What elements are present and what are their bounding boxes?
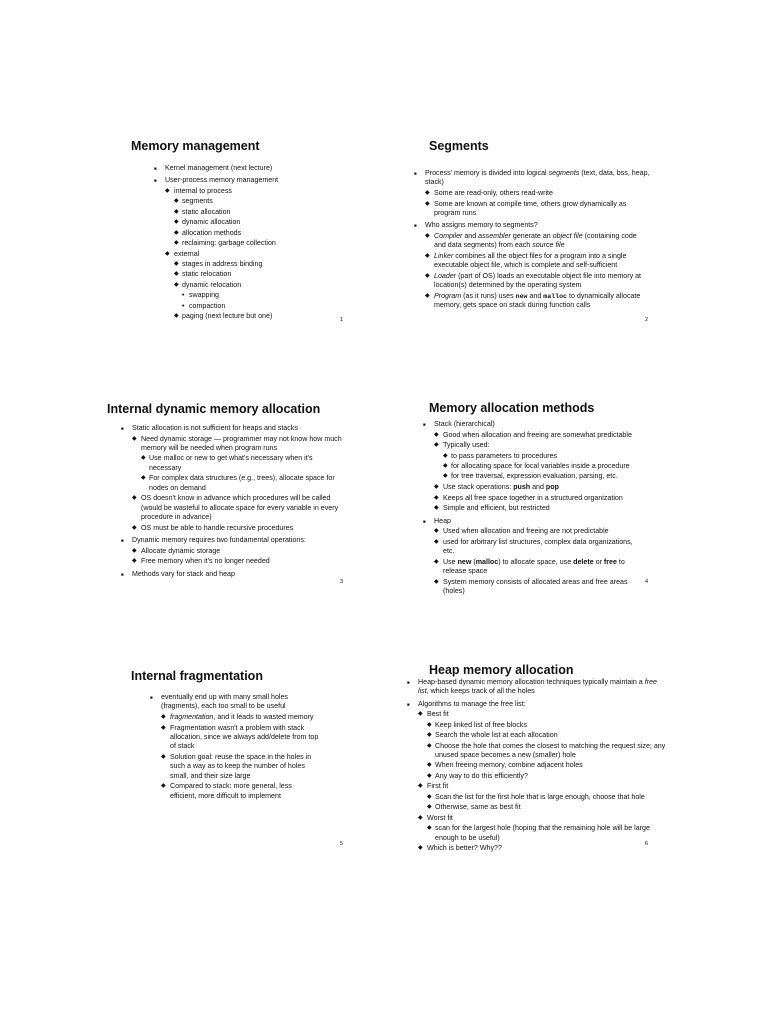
bullet-text: ◆ static relocation [182,270,232,279]
bullet-text: ◆ Otherwise, same as best fit [435,803,521,812]
bullet-text: ◆ System memory consists of allocated areas and free areas (holes) [443,577,628,596]
bullet-text-part: Heap-based dynamic memory allocation techniques typically maintain a [418,678,645,686]
bullet-item [423,420,645,429]
bullet-text: ◆ used for arbitrary list structures, complex data organizations, etc. [443,537,633,556]
bullet-text-part: Use stack operations: [443,483,514,491]
slide-body [154,161,364,321]
bullet-text: ■ Static allocation is not sufficient for heaps and stacks [132,424,298,432]
bullet-text: ■ eventually end up with many small holes (fragments), each too small to be useful [161,693,288,711]
bullet-item [174,239,364,248]
bullet-list [150,693,320,801]
bullet-item [154,176,364,185]
bullet-item [414,221,650,230]
bullet-text-part: and [530,483,546,491]
bullet-text: ◆ segments [182,197,213,206]
bullet-text: ◆ external [174,249,200,258]
bullet-text-part: pop [545,483,559,491]
bullet-text [418,678,667,697]
bullet-text: ◆ Good when allocation and freeing are somewhat predictable [443,430,632,439]
bullet-text: ◆ Typically used: [443,441,490,450]
bullet-text: ◆ Allocate dynamic storage [141,546,221,555]
bullet-item [121,570,346,579]
bullet-text [443,483,645,492]
slide-title: Segments [429,139,489,153]
bullet-text: ◆ OS must be able to handle recursive procedures [141,523,294,532]
bullet-text-part: Linker [434,252,454,260]
bullet-text: ◆ allocation methods [182,228,242,237]
bullet-text-part: (containing code and data segments) from each [434,232,637,250]
bullet-text-part: object file [552,232,583,240]
bullet-text: ◆ Keeps all free space together in a structured organization [443,493,623,502]
bullet-text: ■ Algorithms to manage the free list: [418,699,526,708]
bullet-list [414,169,650,311]
bullet-text-part: (as it runs) uses [461,292,516,300]
bullet-text: ◆ reclaiming: garbage collection [182,239,276,248]
bullet-text-part: to dynamically allocate memory, gets space on stack during function calls [434,292,641,310]
bullet-item [418,844,667,853]
bullet-item [165,250,364,259]
bullet-item [132,524,346,533]
bullet-text: ◆ Simple and efficient, but restricted [443,504,550,513]
bullet-text: ◆ scan for the largest hole (hoping that the remaining hole will be large enough to be useful) [435,824,650,842]
bullet-text: ◆ Any way to do this efficiently? [435,771,528,780]
bullet-item [174,218,364,227]
bullet-item [425,272,650,291]
bullet-text: ◆ paging (next lecture but one) [182,312,273,321]
bullet-item [434,527,645,536]
bullet-text: ◆ First fit [427,782,449,791]
bullet-item [418,814,667,823]
bullet-item [132,547,346,556]
bullet-item [443,452,645,461]
bullet-text-part: assembler [478,232,511,240]
bullet-text: ◆ Used when allocation and freeing are not predictable [443,527,609,536]
bullet-text-part: and [462,232,479,240]
bullet-text-part: new [457,557,472,566]
bullet-item [418,710,667,719]
bullet-text: ■ Heap [434,516,451,525]
bullet-text-part: ( [471,557,476,566]
bullet-item [407,700,667,709]
bullet-text: ◆ dynamic allocation [182,218,241,227]
bullet-text-part: ) to allocate space, use [498,557,574,566]
bullet-text-part: , which keeps track of all the holes [426,687,535,696]
bullet-text: ■ Dynamic memory requires two fundamental operations: [132,536,306,545]
bullet-text: ◆ Use malloc or new to get what's necessary when it's necessary [149,454,313,472]
bullet-item [174,312,364,321]
bullet-item [427,742,667,761]
bullet-text: ◆ for allocating space for local variables inside a procedure [451,462,630,470]
bullet-item [150,693,320,712]
bullet-text [434,252,650,271]
slide-title: Internal dynamic memory allocation [107,402,321,416]
bullet-text: ◆ internal to process [174,187,232,195]
bullet-text: ◆ Choose the hole that comes the closest to matching the request size; any unused space becomes a new (smaller) hole [435,741,666,760]
bullet-text-part: push [513,483,531,491]
bullet-text: • swapping [189,291,219,300]
bullet-text-part: Program [434,292,462,300]
bullet-text-part: new [515,293,528,300]
slide-title: Memory allocation methods [429,401,595,415]
bullet-item [174,260,364,269]
slide-internal-dynamic-memory-allocation [0,388,384,668]
bullet-item [427,803,667,812]
bullet-list [121,424,346,579]
bullet-item [174,281,364,290]
bullet-item [182,291,364,300]
slide-body [423,417,645,597]
bullet-item [161,713,320,722]
slide-title: Memory management [131,139,260,153]
bullet-item [165,187,364,196]
bullet-text: ◆ Compared to stack: more general, less efficient, more difficult to implement [170,782,292,800]
bullet-item [425,292,650,311]
bullet-text: ◆ Solution goal: reuse the space in the holes in such a way as to keep the number of holes small, and their size large [170,753,312,780]
bullet-text: ◆ Which is better? Why?? [427,844,502,853]
bullet-item [423,517,645,526]
bullet-item [427,772,667,781]
bullet-text: ■ Methods vary for stack and heap [132,569,235,578]
bullet-text: ◆ Best fit [427,710,449,719]
slide-memory-management [0,115,384,395]
bullet-text-part: fragmentation [170,713,214,721]
bullet-item [174,208,364,217]
bullet-item [182,302,364,311]
bullet-item [427,793,667,802]
bullet-text [425,169,650,188]
bullet-text-part: , and it leads to wasted memory [213,713,314,721]
bullet-item [434,441,645,450]
bullet-text: ◆ static allocation [182,207,231,216]
bullet-text: ◆ When freeing memory, combine adjacent holes [435,761,583,770]
bullet-text [443,558,645,577]
page-number: 5 [340,841,344,847]
bullet-item [161,782,320,801]
bullet-item [161,753,320,781]
bullet-text: ■ Who assigns memory to segments? [425,221,538,230]
bullet-text: ◆ Scan the list for the first hole that is large enough, choose that hole [435,792,645,801]
bullet-text [434,232,650,251]
bullet-text: ◆ Worst fit [427,813,453,822]
bullet-text-part: (text, data, bss, heap, stack) [425,169,650,187]
bullet-item [141,474,346,493]
slide-body [150,690,320,801]
slide-heap-memory-allocation [384,660,768,940]
bullet-item [174,270,364,279]
bullet-item [443,462,645,471]
bullet-text: ◆ Keep linked list of free blocks [435,720,527,729]
bullet-item [434,483,645,492]
bullet-item [434,504,645,513]
bullet-item [418,782,667,791]
bullet-text: ◆ For complex data structures (e.g., trees), allocate space for nodes on demand [149,474,335,492]
bullet-item [132,435,346,454]
bullet-item [407,678,667,697]
bullet-text-part: Loader [434,272,457,280]
bullet-text: ◆ OS doesn't know in advance which procedures will be called (would be wasteful to allocate space for every variable in every procedure in advance) [141,494,339,522]
slide-body [414,166,650,311]
bullet-text: ◆ Some are read-only, others read-write [434,189,553,197]
bullet-item [434,558,645,577]
bullet-text-part: free [603,557,617,566]
bullet-text-part: Process' memory is divided into logical [425,169,549,177]
slide-title: Internal fragmentation [131,669,263,683]
page-number: 2 [645,317,649,323]
bullet-text: ◆ stages in address binding [182,260,263,269]
bullet-item [427,721,667,730]
bullet-item [121,536,346,545]
bullet-list [407,678,667,854]
bullet-text-part: malloc [543,293,568,300]
bullet-item [174,197,364,206]
bullet-item [414,169,650,188]
slide-segments [384,115,768,395]
slide-internal-fragmentation [0,660,384,940]
bullet-text: ■ Stack (hierarchical) [434,420,495,428]
bullet-text-part: Compiler [434,232,463,240]
bullet-text: ◆ Some are known at compile time, others grow dynamically as program runs [434,199,627,217]
bullet-text-part: free list [418,678,657,696]
bullet-text-part: malloc [475,557,499,566]
bullet-item [427,824,667,843]
bullet-item [443,472,645,481]
bullet-item [427,761,667,770]
bullet-list [154,164,364,321]
bullet-text-part: segments [548,169,580,177]
bullet-item [174,229,364,238]
bullet-item [132,557,346,566]
bullet-text: ◆ to pass parameters to procedures [451,451,558,460]
bullet-list [423,420,645,597]
page-number: 6 [645,841,649,847]
bullet-text-part: source file [532,241,565,250]
bullet-item [425,252,650,271]
bullet-text: ◆ for tree traversal, expression evaluation, parsing, etc. [451,472,618,481]
bullet-text [434,292,650,311]
bullet-item [121,424,346,433]
page-number: 1 [340,317,344,323]
bullet-text-part: delete [573,557,594,566]
bullet-text-part: (part of OS) loads an executable object file into memory at location(s) determined by the operating system [434,272,642,290]
bullet-text: ◆ Need dynamic storage — programmer may not know how much memory will be needed when program runs [141,434,342,452]
page-number: 3 [340,579,344,585]
bullet-text [434,272,650,291]
bullet-item [425,189,650,198]
bullet-text [170,713,320,722]
bullet-text-part: combines all the object files for a program into a single executable object file, which is complete and self-sufficient [434,252,627,270]
slide-body [407,675,667,854]
slide-memory-allocation-methods [384,388,768,668]
bullet-text: ◆ Search the whole list at each allocation [435,731,558,740]
bullet-item [434,538,645,557]
bullet-text-part: generate an [510,232,553,240]
bullet-item [141,454,346,473]
bullet-item [427,731,667,740]
bullet-item [425,200,650,219]
bullet-text: ■ User-process memory management [165,176,279,185]
bullet-item [434,431,645,440]
bullet-text: ■ Kernel management (next lecture) [165,164,273,172]
bullet-item [434,578,645,597]
bullet-item [425,232,650,251]
bullet-text: ◆ dynamic relocation [182,280,242,289]
bullet-item [154,164,364,173]
bullet-text-part: or [593,557,604,566]
bullet-item [132,494,346,522]
bullet-text-part: to release space [443,557,625,576]
bullet-text: • compaction [189,301,226,310]
page-number: 4 [645,579,649,585]
bullet-text-part: Use [443,557,458,566]
bullet-item [434,494,645,503]
slide-title: Heap memory allocation [429,663,574,677]
bullet-item [161,724,320,752]
bullet-text: ◆ Fragmentation wasn't a problem with stack allocation, since we always add/delete from top of stack [170,723,319,751]
bullet-text-part: and [527,292,544,300]
bullet-text: ◆ Free memory when it's no longer needed [141,557,270,566]
slide-body [121,421,346,579]
